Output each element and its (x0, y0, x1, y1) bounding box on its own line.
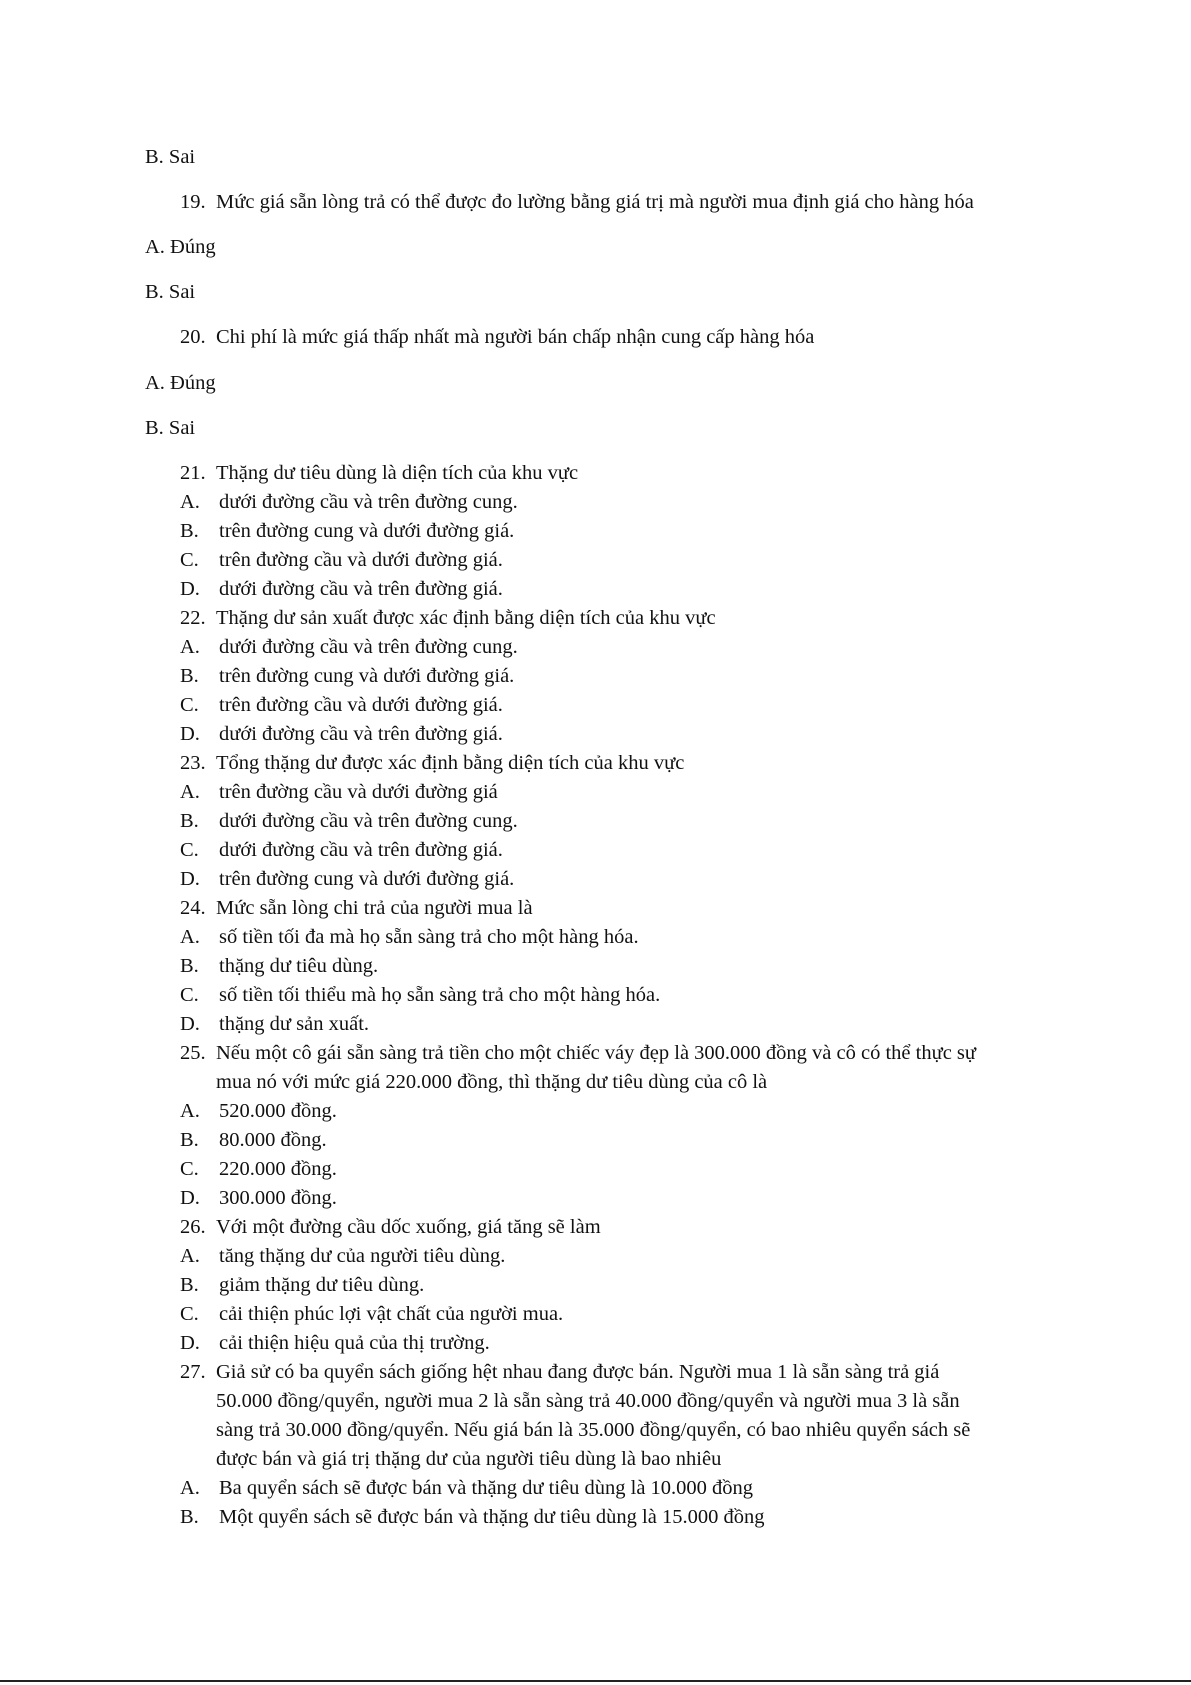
question-number: 19. (180, 191, 206, 213)
answer-b-sai: B. Sai (145, 281, 196, 303)
option-a (180, 635, 518, 659)
option-c (180, 1157, 337, 1181)
option-a (180, 1244, 505, 1268)
option-c (180, 838, 503, 862)
option-letter: A. (180, 636, 200, 658)
option-b (180, 1128, 327, 1152)
option-a (180, 1476, 753, 1500)
option-letter: C. (180, 1303, 199, 1325)
option-d (180, 867, 514, 891)
option-text: trên đường cầu và dưới đường giá (219, 781, 498, 803)
question-text: Mức giá sẵn lòng trả có thể được đo lường bằng giá trị mà người mua định giá cho hàng hóa (216, 191, 974, 213)
option-text: dưới đường cầu và trên đường giá. (219, 839, 503, 861)
question-number: 21. (180, 462, 206, 484)
question-22 (180, 606, 716, 630)
option-text: thặng dư tiêu dùng. (219, 955, 379, 977)
question-text: Với một đường cầu dốc xuống, giá tăng sẽ làm (216, 1216, 601, 1238)
option-text: Ba quyển sách sẽ được bán và thặng dư tiêu dùng là 10.000 đồng (219, 1477, 754, 1499)
option-text: giảm thặng dư tiêu dùng. (219, 1274, 425, 1296)
question-number: 26. (180, 1216, 206, 1238)
option-c (180, 1302, 563, 1326)
option-letter: A. (180, 491, 200, 513)
answer-b-sai: B. Sai (145, 417, 196, 439)
page-bottom-rule (0, 1680, 1191, 1682)
option-text: dưới đường cầu và trên đường cung. (219, 636, 518, 658)
option-letter: D. (180, 1187, 200, 1209)
option-text: cải thiện hiệu quả của thị trường. (219, 1332, 490, 1354)
option-d (180, 1331, 490, 1355)
option-text: cải thiện phúc lợi vật chất của người mua. (219, 1303, 564, 1325)
option-letter: C. (180, 839, 199, 861)
option-text: số tiền tối thiểu mà họ sẵn sàng trả cho một hàng hóa. (219, 984, 661, 1006)
option-b (180, 664, 514, 688)
option-letter: A. (180, 1477, 200, 1499)
option-b (180, 954, 378, 978)
option-text: tăng thặng dư của người tiêu dùng. (219, 1245, 506, 1267)
question-number: 20. (180, 326, 206, 348)
answer-a-dung: A. Đúng (145, 236, 216, 258)
option-text: dưới đường cầu và trên đường cung. (219, 810, 518, 832)
option-letter: A. (180, 1100, 200, 1122)
question-text: Tổng thặng dư được xác định bằng diện tích của khu vực (216, 752, 685, 774)
option-text: trên đường cầu và dưới đường giá. (219, 694, 503, 716)
option-text: trên đường cung và dưới đường giá. (219, 868, 515, 890)
option-text: trên đường cầu và dưới đường giá. (219, 549, 503, 571)
option-letter: A. (180, 926, 200, 948)
answer-a-dung: A. Đúng (145, 372, 216, 394)
question-number: 24. (180, 897, 206, 919)
question-number: 23. (180, 752, 206, 774)
option-letter: B. (180, 665, 199, 687)
option-letter: D. (180, 868, 200, 890)
option-a (180, 490, 518, 514)
question-27 (180, 1360, 939, 1384)
option-letter: A. (180, 781, 200, 803)
option-a (180, 925, 639, 949)
option-letter: D. (180, 723, 200, 745)
question-text: Nếu một cô gái sẵn sàng trả tiền cho một chiếc váy đẹp là 300.000 đồng và cô có thể thực sự (216, 1042, 977, 1064)
question-21 (180, 461, 578, 485)
option-text: số tiền tối đa mà họ sẵn sàng trả cho một hàng hóa. (219, 926, 639, 948)
option-text: dưới đường cầu và trên đường cung. (219, 491, 518, 513)
question-23 (180, 751, 684, 775)
option-letter: D. (180, 578, 200, 600)
option-letter: C. (180, 549, 199, 571)
option-b (180, 519, 514, 543)
question-text: Thặng dư sản xuất được xác định bằng diện tích của khu vực (216, 607, 716, 629)
option-letter: B. (180, 810, 199, 832)
question-26 (180, 1215, 601, 1239)
question-20 (180, 325, 814, 349)
question-text: Giả sử có ba quyển sách giống hệt nhau đang được bán. Người mua 1 là sẵn sàng trả giá (216, 1361, 940, 1383)
option-letter: B. (180, 1274, 199, 1296)
question-27-continued: 50.000 đồng/quyển, người mua 2 là sẵn sàng trả 40.000 đồng/quyển và người mua 3 là sẵn (216, 1390, 960, 1412)
question-number: 25. (180, 1042, 206, 1064)
option-text: 520.000 đồng. (219, 1100, 337, 1122)
option-d (180, 1186, 337, 1210)
option-text: trên đường cung và dưới đường giá. (219, 520, 515, 542)
option-letter: C. (180, 1158, 199, 1180)
option-b (180, 1273, 424, 1297)
option-d (180, 722, 503, 746)
question-number: 27. (180, 1361, 206, 1383)
option-letter: C. (180, 984, 199, 1006)
option-letter: B. (180, 520, 199, 542)
option-d (180, 1012, 369, 1036)
question-text: Chi phí là mức giá thấp nhất mà người bán chấp nhận cung cấp hàng hóa (216, 326, 815, 348)
option-a (180, 780, 498, 804)
option-letter: A. (180, 1245, 200, 1267)
answer-b-sai: B. Sai (145, 146, 196, 168)
option-c (180, 548, 503, 572)
option-letter: D. (180, 1332, 200, 1354)
option-text: 220.000 đồng. (219, 1158, 337, 1180)
question-27-continued: được bán và giá trị thặng dư của người tiêu dùng là bao nhiêu (216, 1448, 722, 1470)
option-d (180, 577, 503, 601)
question-25 (180, 1041, 976, 1065)
question-25-continued: mua nó với mức giá 220.000 đồng, thì thặng dư tiêu dùng của cô là (216, 1071, 768, 1093)
option-text: dưới đường cầu và trên đường giá. (219, 578, 503, 600)
option-text: trên đường cung và dưới đường giá. (219, 665, 515, 687)
question-number: 22. (180, 607, 206, 629)
option-b (180, 809, 518, 833)
question-text: Thặng dư tiêu dùng là diện tích của khu vực (216, 462, 579, 484)
option-c (180, 983, 660, 1007)
option-letter: C. (180, 694, 199, 716)
question-19 (180, 190, 974, 214)
question-text: Mức sẵn lòng chi trả của người mua là (216, 897, 533, 919)
option-text: 80.000 đồng. (219, 1129, 327, 1151)
option-text: Một quyển sách sẽ được bán và thặng dư tiêu dùng là 15.000 đồng (219, 1506, 765, 1528)
option-text: dưới đường cầu và trên đường giá. (219, 723, 503, 745)
option-a (180, 1099, 337, 1123)
question-27-continued: sàng trả 30.000 đồng/quyển. Nếu giá bán là 35.000 đồng/quyển, có bao nhiêu quyển sách sẽ (216, 1419, 971, 1441)
option-letter: D. (180, 1013, 200, 1035)
question-24 (180, 896, 533, 920)
option-letter: B. (180, 955, 199, 977)
option-c (180, 693, 503, 717)
option-b (180, 1505, 764, 1529)
option-letter: B. (180, 1506, 199, 1528)
option-letter: B. (180, 1129, 199, 1151)
option-text: 300.000 đồng. (219, 1187, 337, 1209)
option-text: thặng dư sản xuất. (219, 1013, 370, 1035)
